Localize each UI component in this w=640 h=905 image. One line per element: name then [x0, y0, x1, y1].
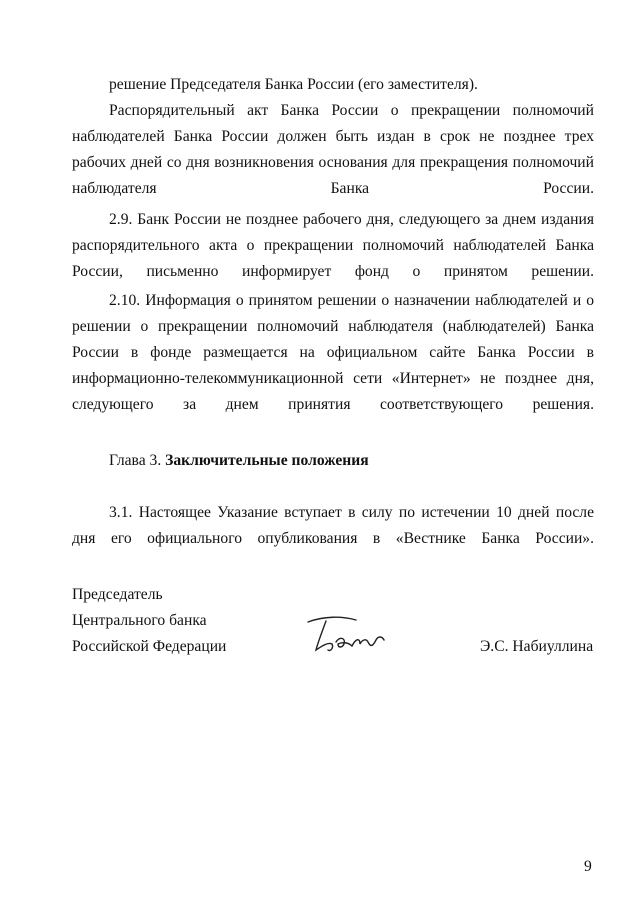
chapter-prefix: Глава 3. [109, 452, 166, 469]
chapter-title: Заключительные положения [165, 452, 369, 469]
signatory-title [72, 582, 226, 660]
paragraph-act-deadline: Распорядительный акт Банка России о прекращении полномочий наблюдателей Банка России должен быть издан в срок не позднее трех рабочих дней со дня возникновения основания для прекращения полномочий наблюдателя Банка России. [72, 102, 594, 197]
signatory-name: Э.С. Набиуллина [480, 638, 594, 655]
page-number: 9 [584, 858, 592, 875]
signatory-line-1: Председатель [72, 586, 163, 603]
chapter-heading [109, 448, 369, 474]
paragraph-continuation: решение Председателя Банка России (его заместителя). [109, 76, 478, 93]
signatory-line-3: Российской Федерации [72, 638, 227, 655]
paragraph-2-10: 2.10. Информация о принятом решении о назначении наблюдателей и о решении о прекращении полномочий наблюдателя (наблюдателей) Банка России в фонде размещается на официальном сайте Банка России в информационно-телекоммуникационной сети «Интернет» не позднее дня, следующего за днем принятия соответствующего решения. [72, 292, 594, 413]
signatory-line-2: Центрального банка [72, 612, 207, 629]
paragraph-3-1: 3.1. Настоящее Указание вступает в силу по истечении 10 дней после дня его официального опубликования в «Вестнике Банка России». [72, 504, 594, 547]
handwritten-signature [296, 612, 396, 656]
paragraph-2-9: 2.9. Банк России не позднее рабочего дня, следующего за днем издания распорядительного акта о прекращении полномочий наблюдателей Банка России, письменно информирует фонд о принятом решении. [72, 211, 594, 280]
